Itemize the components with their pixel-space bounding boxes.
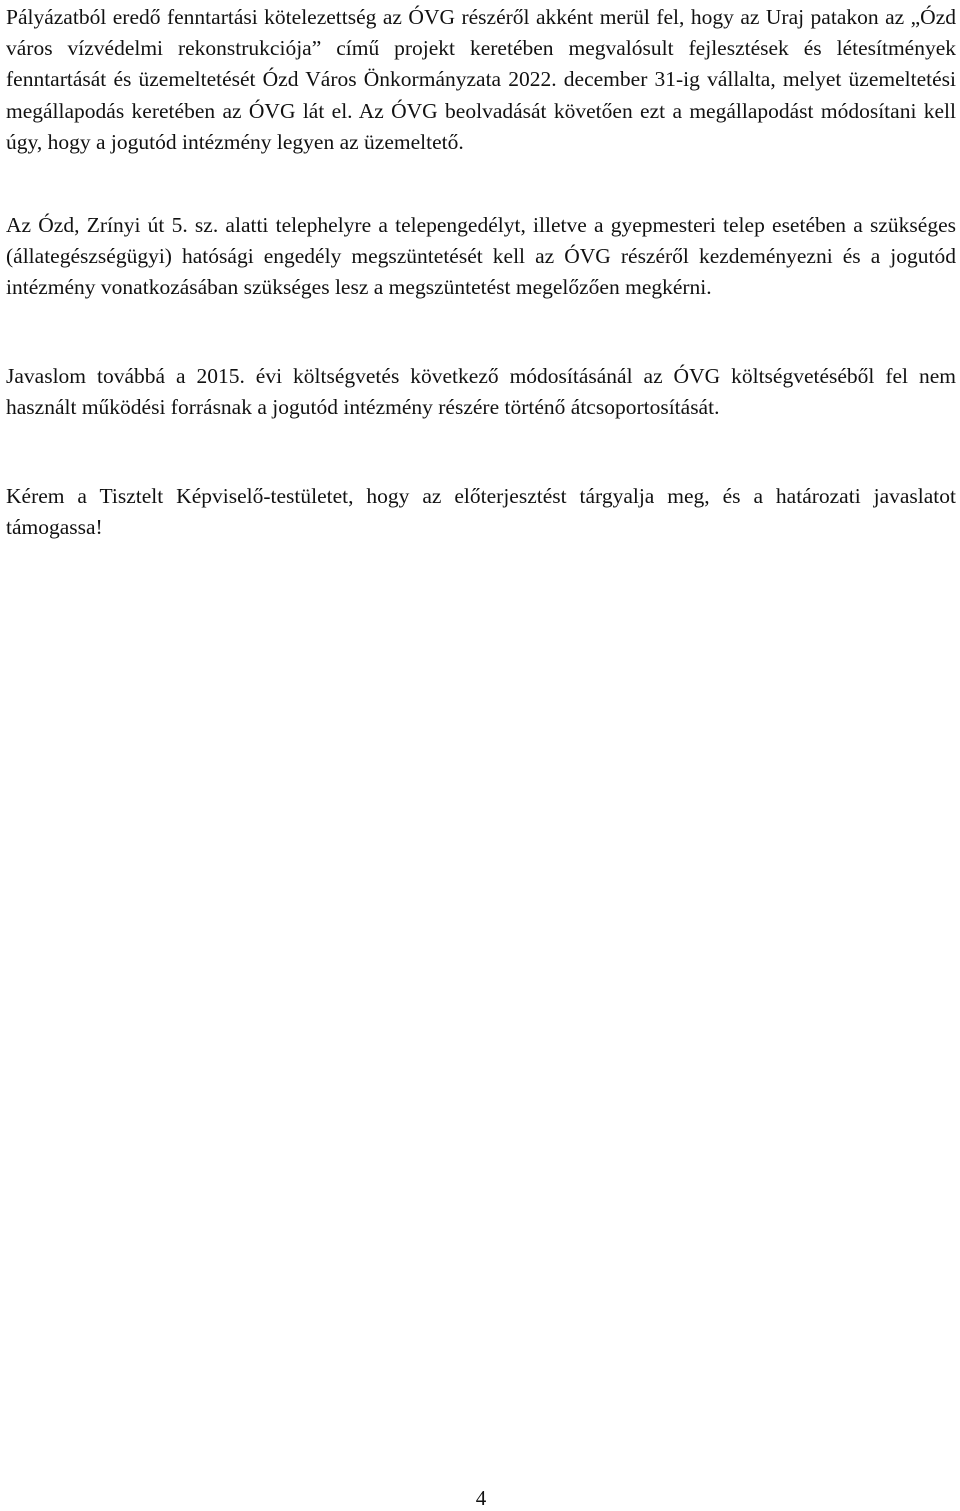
paragraph-maintenance-obligation: Pályázatból eredő fenntartási kötelezettség az ÓVG részéről akként merül fel, hogy az Uraj patakon az „Ózd város vízvédelmi rekonstrukciója” című projekt keretében megvalósult fejlesztések és létesítmények fenntartását és üzemeltetését Ózd Város Önkormányzata 2022. december 31-ig vállalta, melyet üzemeltetési megállapodás keretében az ÓVG lát el. Az ÓVG beolvadását követően ezt a megállapodást módosítani kell úgy, hogy a jogutód intézmény legyen az üzemeltető. xyxy=(6,5,956,154)
document-page xyxy=(6,0,956,1511)
page-number: 4 xyxy=(475,1486,487,1510)
paragraph-site-permits: Az Ózd, Zrínyi út 5. sz. alatti telephelyre a telepengedélyt, illetve a gyepmesteri telep esetében a szükséges (állategészségügyi) hatósági engedély megszüntetését kell az ÓVG részéről kezdeményezni és a jogutód intézmény vonatkozásában szükséges lesz a megszüntetést megelőzően megkérni. xyxy=(6,213,956,300)
paragraph-request-to-council: Kérem a Tisztelt Képviselő-testületet, hogy az előterjesztést tárgyalja meg, és a határozati javaslatot támogassa! xyxy=(6,484,956,540)
paragraph-budget-regrouping: Javaslom továbbá a 2015. évi költségvetés következő módosításánál az ÓVG költségvetéséből fel nem használt működési forrásnak a jogutód intézmény részére történő átcsoportosítását. xyxy=(6,364,956,420)
